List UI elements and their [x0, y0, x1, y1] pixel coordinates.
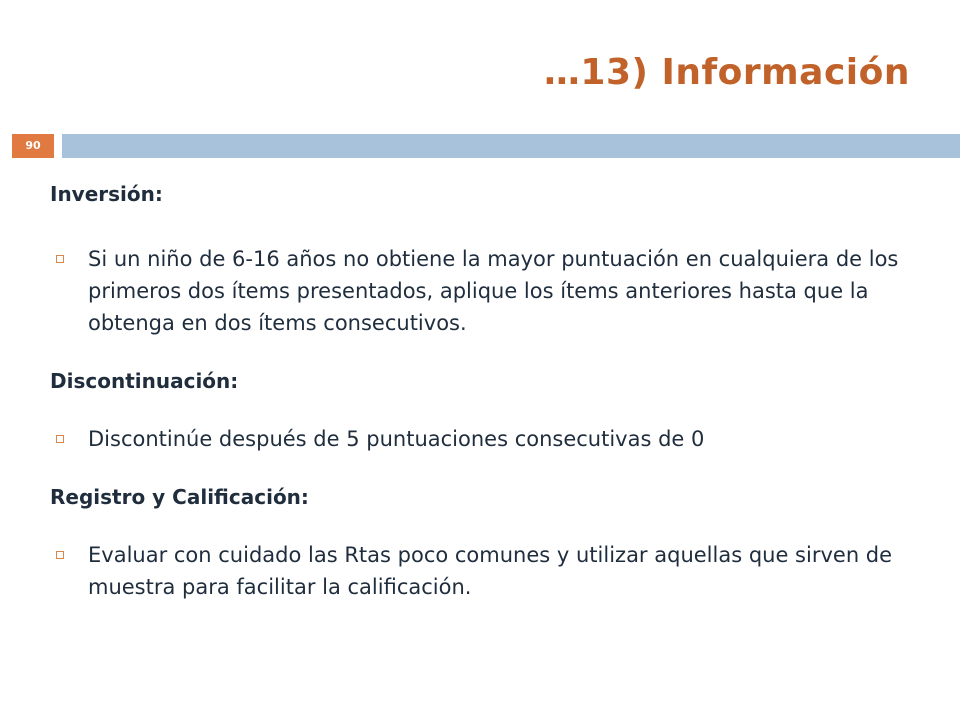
page-number-badge: 90 [12, 134, 54, 158]
square-bullet-icon [56, 551, 64, 559]
bullet-text: Si un niño de 6-16 años no obtiene la mayor puntuación en cualquiera de los primeros dos ítems presentados, aplique los ítems anteriores hasta que la obtenga en dos ítems consecutivos. [88, 247, 899, 335]
bullet-registro [50, 539, 920, 603]
square-bullet-icon [56, 255, 64, 263]
section-heading-discontinuacion: Discontinuación: [50, 369, 239, 393]
slide-title: …13) Información [543, 52, 910, 93]
bullet-inversion [50, 243, 920, 339]
square-bullet-icon [56, 435, 64, 443]
bullet-discontinuacion [50, 423, 920, 455]
header-bar [62, 134, 960, 158]
section-heading-registro: Registro y Calificación: [50, 485, 309, 509]
bullet-text: Discontinúe después de 5 puntuaciones consecutivas de 0 [88, 427, 705, 451]
bullet-text: Evaluar con cuidado las Rtas poco comunes y utilizar aquellas que sirven de muestra para facilitar la calificación. [88, 543, 893, 599]
slide-content [50, 178, 920, 603]
section-heading-inversion: Inversión: [50, 182, 163, 206]
